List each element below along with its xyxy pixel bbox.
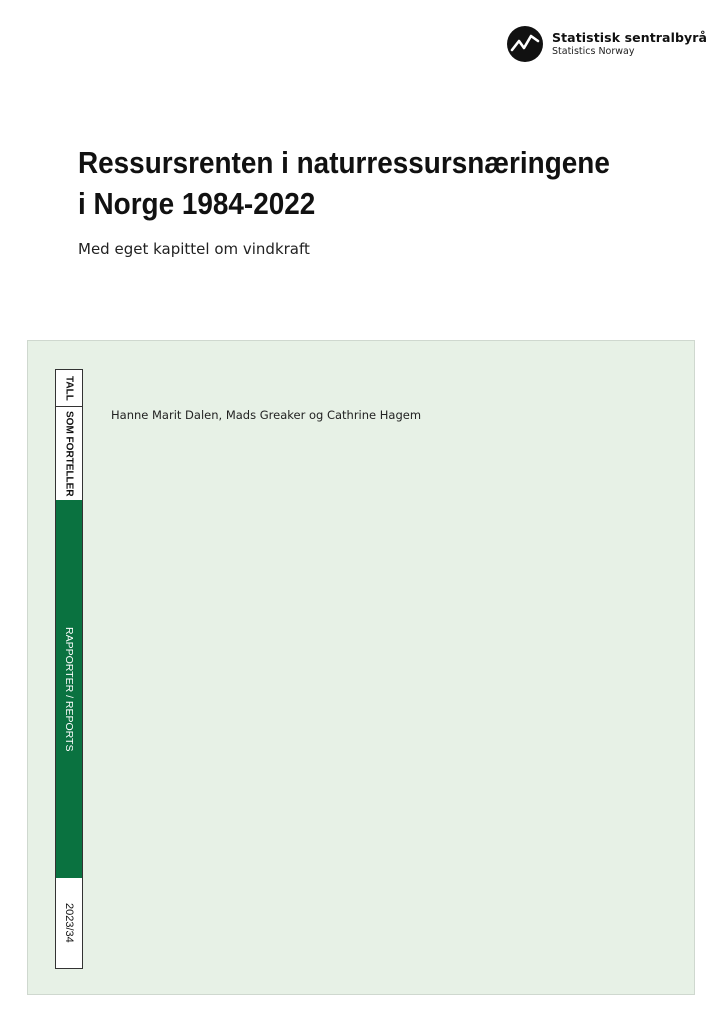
spine-som-forteller-segment [56,407,82,500]
spine-tall-label: TALL [63,375,75,401]
report-spine [55,369,83,969]
report-subtitle: Med eget kapittel om vindkraft [78,240,310,258]
spine-som-forteller-label: SOM FORTELLER [63,410,75,497]
spine-series-label: RAPPORTER / REPORTS [63,626,75,752]
spine-series-segment [56,500,82,878]
cover-panel [27,340,695,995]
spine-number-segment [56,878,82,968]
ssb-logo-icon [507,26,543,62]
logo-subtitle: Statistics Norway [552,46,635,57]
ssb-logo [507,26,707,62]
report-authors: Hanne Marit Dalen, Mads Greaker og Cathrine Hagem [111,408,422,422]
spine-tall-segment [56,370,82,407]
spine-report-number: 2023/34 [63,903,75,943]
logo-name: Statistisk sentralbyrå [552,29,708,45]
report-title: Ressursrenten i naturressursnæringene i Norge 1984-2022 [78,145,610,221]
logo-text [552,29,708,57]
